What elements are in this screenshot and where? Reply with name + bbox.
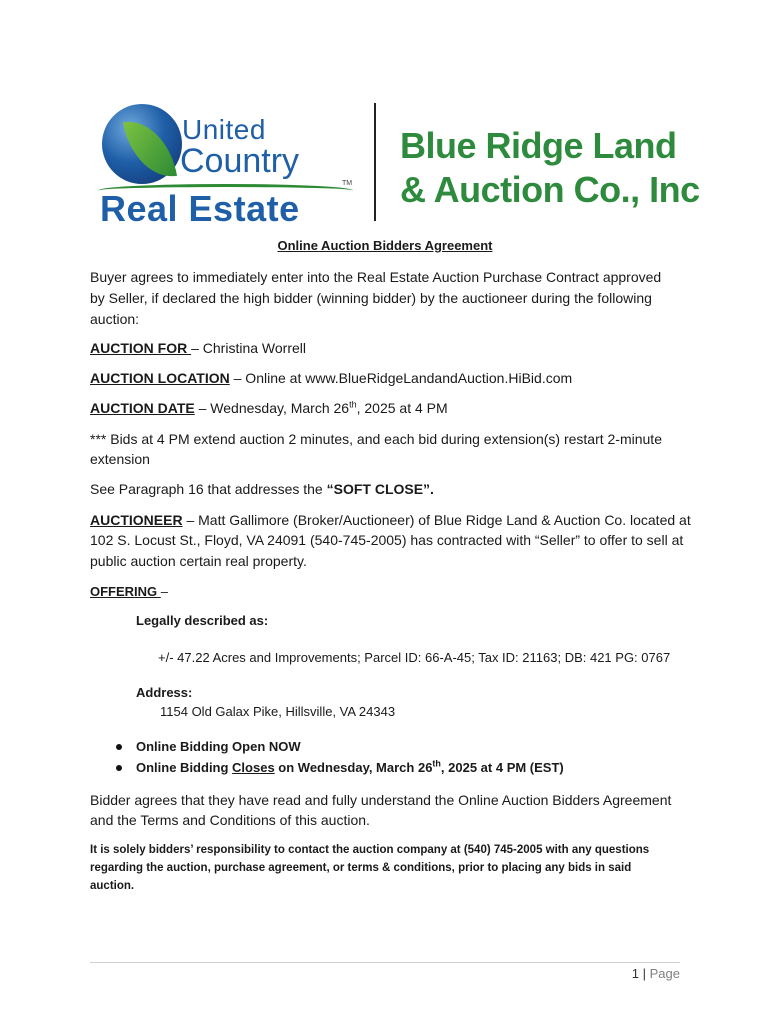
bullet-bidding-open: Online Bidding Open NOW — [136, 739, 301, 754]
bullet2-mid: on Wednesday, March 26 — [274, 760, 433, 775]
auction-date-post: , 2025 at 4 PM — [356, 400, 448, 416]
auctioneer-text-1: – Matt Gallimore (Broker/Auctioneer) of Blue Ridge Land & Auction Co. located at — [182, 512, 691, 528]
agreement-line-1: Bidder agrees that they have read and fully understand the Online Auction Bidders Agreement — [90, 792, 672, 808]
auction-location-line — [90, 368, 572, 388]
soft-close-bold: “SOFT CLOSE”. — [326, 481, 434, 497]
offering-label: OFFERING — [90, 584, 161, 599]
trademark-mark: TM — [342, 180, 353, 187]
auction-location-label: AUCTION LOCATION — [90, 370, 230, 386]
united-country-logo — [98, 100, 360, 229]
auctioneer-line-1 — [90, 510, 691, 530]
auction-date-line — [90, 398, 448, 418]
auctioneer-line-2: 102 S. Locust St., Floyd, VA 24091 (540-745-2005) has contracted with “Seller” to offer to sell at — [90, 532, 684, 548]
logo-united-text: United — [182, 114, 266, 145]
agreement-line-2: and the Terms and Conditions of this auction. — [90, 812, 370, 828]
legal-description-value: +/- 47.22 Acres and Improvements; Parcel ID: 66-A-45; Tax ID: 21163; DB: 421 PG: 0767 — [158, 650, 671, 665]
extension-line-2: extension — [90, 451, 150, 467]
auction-date-label: AUCTION DATE — [90, 400, 195, 416]
auction-for-label: AUCTION FOR — [90, 340, 192, 356]
address-value: 1154 Old Galax Pike, Hillsville, VA 24343 — [160, 704, 396, 719]
auction-for-line — [90, 338, 306, 358]
logo-real-estate-text: Real Estate — [100, 188, 300, 229]
document-title: Online Auction Bidders Agreement — [277, 238, 493, 253]
legal-description-label: Legally described as: — [136, 613, 269, 628]
responsibility-line-2: regarding the auction, purchase agreement, or terms & conditions, prior to placing any bids in said — [90, 862, 632, 874]
auction-date-pre: – Wednesday, March 26 — [194, 400, 350, 416]
auction-date-sup: th — [349, 399, 357, 410]
company-name-line1: Blue Ridge Land — [400, 125, 677, 166]
responsibility-line-1: It is solely bidders’ responsibility to contact the auction company at (540) 745-2005 with any questions — [90, 844, 650, 856]
bullet2-sup: th — [432, 758, 441, 769]
extension-line-1: *** Bids at 4 PM extend auction 2 minutes, and each bid during extension(s) restart 2-minute — [90, 431, 662, 447]
company-name-line2: & Auction Co., Inc — [400, 169, 700, 210]
bullet-icon — [116, 765, 122, 771]
address-label: Address: — [136, 685, 193, 700]
offering-dash: – — [160, 584, 169, 599]
intro-line-1: Buyer agrees to immediately enter into the Real Estate Auction Purchase Contract approved — [90, 269, 662, 285]
auction-location-value: – Online at www.BlueRidgeLandandAuction.HiBid.com — [229, 370, 573, 386]
footer-divider — [90, 962, 680, 963]
soft-close-pre: See Paragraph 16 that addresses the — [90, 481, 327, 497]
logo-divider — [374, 103, 376, 221]
bullet2-post: , 2025 at 4 PM (EST) — [440, 760, 564, 775]
page-footer — [632, 966, 680, 981]
logo-country-text: Country — [180, 142, 300, 180]
responsibility-line-3: auction. — [90, 880, 135, 892]
page-number: 1 — [631, 966, 640, 981]
soft-close-line — [90, 479, 434, 499]
bullet-icon — [116, 744, 122, 750]
bullet-bidding-closes — [136, 758, 564, 778]
bullet2-closes: Closes — [232, 760, 275, 775]
page-label: Page — [649, 966, 680, 981]
intro-line-3: auction: — [90, 311, 140, 327]
intro-line-2: by Seller, if declared the high bidder (winning bidder) by the auctioneer during the following — [90, 290, 652, 306]
bullet2-pre: Online Bidding — [136, 760, 233, 775]
auctioneer-line-3: public auction certain real property. — [90, 553, 307, 569]
page-separator: | — [639, 966, 650, 981]
auctioneer-label: AUCTIONEER — [90, 512, 183, 528]
auction-for-value: – Christina Worrell — [191, 340, 306, 356]
offering-line — [90, 582, 168, 602]
company-logo-text — [400, 124, 700, 212]
